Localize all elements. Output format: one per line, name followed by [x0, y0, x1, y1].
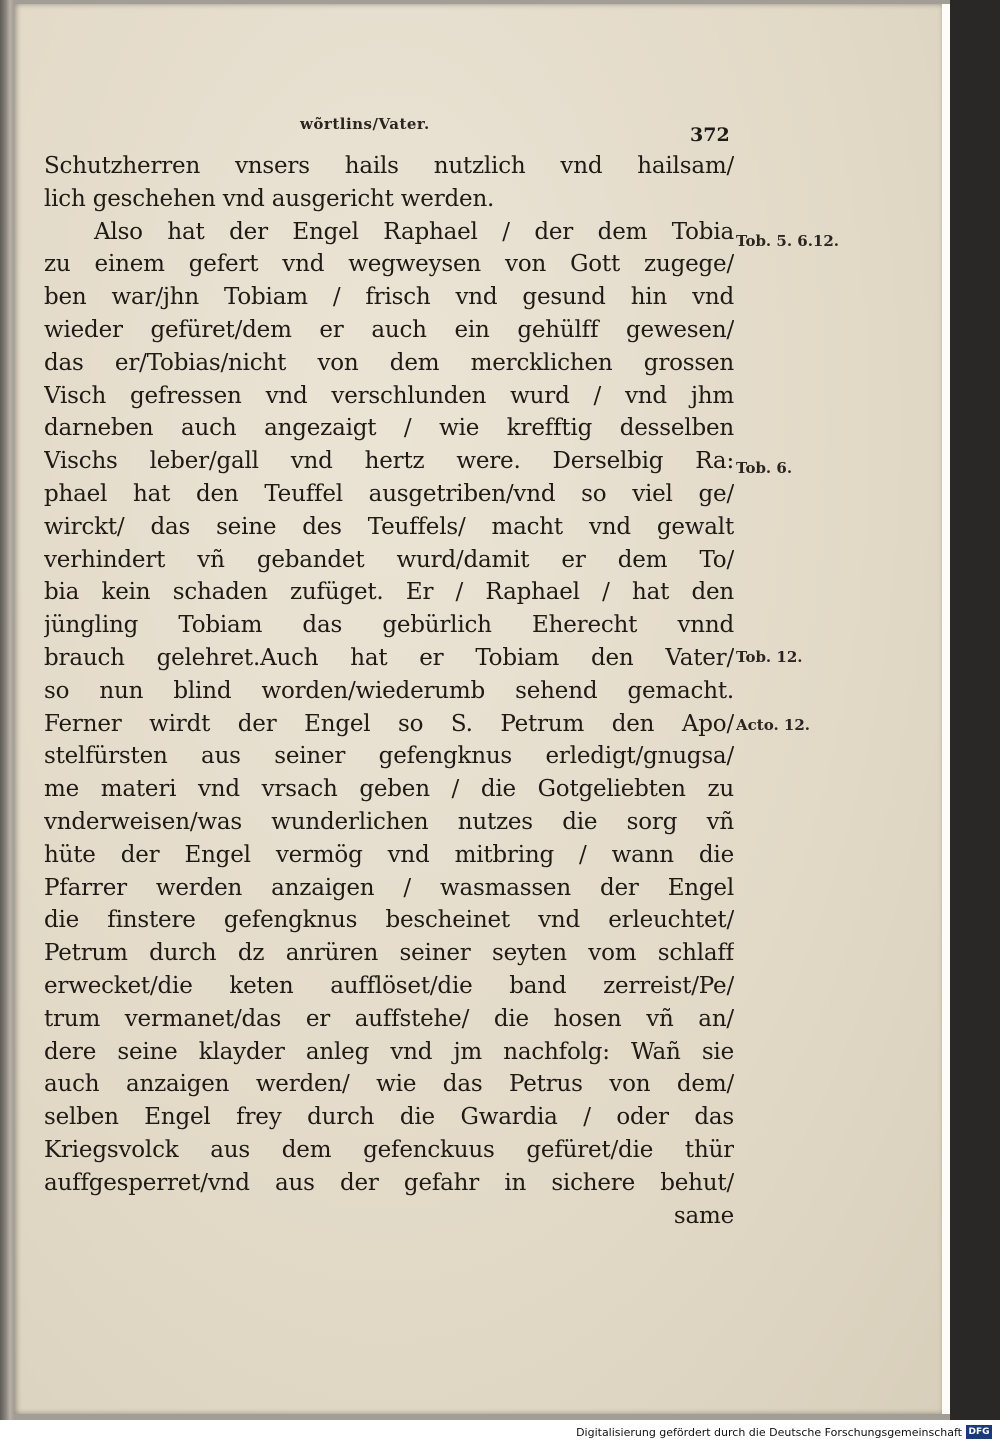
margin-note: Tob. 6. [736, 459, 793, 477]
catchword: same [673, 1202, 734, 1229]
text-line: jüngling Tobiam das gebürlich Eherecht vnnd [44, 612, 734, 639]
text-line: verhindert vñ gebandet wurd/damit er dem To/ [44, 546, 734, 573]
text-line: so nun blind worden/wiederumb sehend gemacht. [44, 677, 734, 704]
text-line: trum vermanet/das er auffstehe/ die hosen vñ an/ [44, 1005, 734, 1032]
text-line: Kriegsvolck aus dem gefenckuus gefüret/die thür [44, 1136, 734, 1163]
text-line: stelfürsten aus seiner gefengknus erledigt/gnugsa/ [44, 743, 734, 770]
text-line: Ferner wirdt der Engel so S. Petrum den Apo/ [44, 710, 734, 737]
text-line: auch anzaigen werden/ wie das Petrus von dem/ [44, 1071, 734, 1098]
text-line: vnderweisen/was wunderlichen nutzes die sorg vñ [44, 808, 734, 835]
text-line: Visch gefressen vnd verschlunden wurd / vnd jhm [44, 382, 734, 409]
text-line: ben war/jhn Tobiam / frisch vnd gesund hin vnd [44, 284, 734, 311]
page-number: 372 [690, 124, 730, 146]
text-line: lich geschehen vnd ausgericht werden. [44, 185, 495, 212]
margin-note: Acto. 12. [736, 716, 810, 734]
text-line: Pfarrer werden anzaigen / wasmassen der Engel [44, 874, 734, 901]
page-edge [942, 4, 950, 1414]
text-line: auffgesperret/vnd aus der gefahr in sichere behut/ [44, 1169, 734, 1196]
text-line: Also hat der Engel Raphael / der dem Tobia [94, 218, 734, 245]
text-line: wirckt/ das seine des Teuffels/ macht vnd gewalt [44, 513, 734, 540]
text-line: Petrum durch dz anrüren seiner seyten vom schlaff [44, 940, 734, 967]
text-line: dere seine klayder anleg vnd jm nachfolg: Wañ sie [44, 1038, 734, 1065]
digitization-credit: Digitalisierung gefördert durch die Deutsche Forschungsgemeinschaft [576, 1426, 962, 1439]
text-line: selben Engel frey durch die Gwardia / oder das [44, 1104, 734, 1131]
text-line: wieder gefüret/dem er auch ein gehülff gewesen/ [44, 316, 734, 343]
text-line: zu einem gefert vnd wegweysen von Gott zugege/ [44, 251, 734, 278]
text-line: phael hat den Teuffel ausgetriben/vnd so viel ge/ [44, 480, 734, 507]
text-line: bia kein schaden zufüget. Er / Raphael / hat den [44, 579, 734, 606]
text-line: die finstere gefengknus bescheinet vnd erleuchtet/ [44, 907, 734, 934]
dfg-logo: DFG [966, 1425, 992, 1439]
margin-note: Tob. 5. 6.12. [736, 232, 840, 250]
scan-border [950, 0, 1000, 1420]
text-line: das er/Tobias/nicht von dem mercklichen grossen [44, 349, 734, 376]
running-head: wõrtlins/Vater. [300, 115, 430, 133]
text-line: hüte der Engel vermög vnd mitbring / wann die [44, 841, 734, 868]
text-line: erwecket/die keten aufflöset/die band zerreist/Pe/ [44, 972, 734, 999]
text-line: darneben auch angezaigt / wie krefftig desselben [44, 415, 734, 442]
text-line: brauch gelehret.Auch hat er Tobiam den Vater/ [44, 644, 734, 671]
body-text [44, 150, 734, 1232]
margin-note: Tob. 12. [736, 648, 803, 666]
text-line: Vischs leber/gall vnd hertz were. Derselbig Ra: [44, 448, 734, 475]
text-line: me materi vnd vrsach geben / die Gotgeliebten zu [44, 776, 734, 803]
text-line: Schutzherren vnsers hails nutzlich vnd hailsam/ [44, 153, 734, 179]
